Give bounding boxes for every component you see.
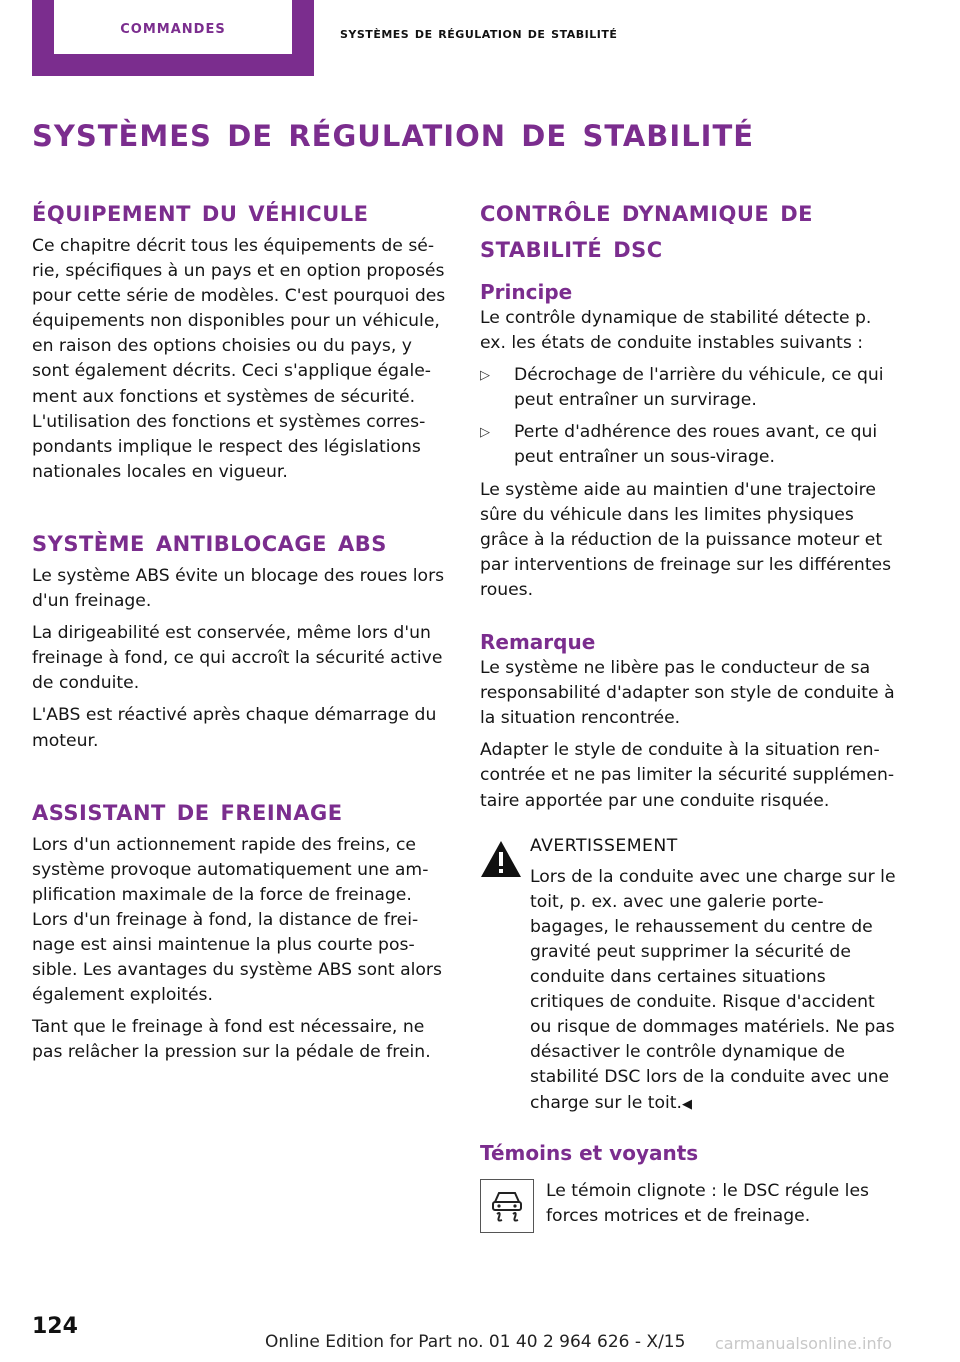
indicators-heading: Témoins et voyants — [480, 1140, 699, 1165]
abs-paragraph: L'ABS est réactivé après chaque démarrage du moteur. — [32, 705, 437, 751]
principle-outro: Le système aide au maintien d'une trajectoire sûre du véhicule dans les limites physiques grâce à la réduction de la puissance moteur et par interventions de freinage sur les différentes roues. — [480, 479, 892, 600]
list-item-text: Perte d'adhérence des roues avant, ce qui peut entraîner un sous-virage. — [514, 422, 878, 468]
vehicle-equipment-heading: équipement du véhicule — [32, 194, 369, 229]
dsc-heading: contrôle dynamique de stabilité dsc — [480, 194, 813, 265]
indicator-row — [480, 1179, 900, 1236]
page-title: systèmes de régulation de stabilité — [32, 108, 755, 156]
vehicle-equipment-paragraph: Ce chapitre décrit tous les équipements de série, spécifiques à un pays et en option proposés pour cette série de modèles. C'est pourquoi des équipements non disponibles pour un véhicule, en raison des options choisies ou du pays, y sont également décrits. Ceci s'applique également aux fonctions et systèmes de sécurité. L'utilisation des fonctions et systèmes correspondants implique le respect des législations nationales locales en vigueur. — [32, 236, 446, 482]
principle-section — [480, 278, 900, 603]
watermark: carmanualsonline.info — [715, 1334, 893, 1353]
brake-assist-paragraph: Lors d'un actionnement rapide des freins, ce système provoque automatiquement une amplification maximale de la force de freinage. Lors d'un freinage à fond, la distance de freinage est ainsi maintenue la plus courte possible. Les avantages du système ABS sont alors également exploités. — [32, 834, 442, 1006]
list-item-text: Décrochage de l'arrière du véhicule, ce qui peut entraîner un survirage. — [514, 365, 884, 411]
section-tab-inner — [54, 0, 292, 54]
bullet-arrow-icon: ▷ — [480, 368, 490, 384]
abs-heading: système antiblocage abs — [32, 523, 387, 559]
brake-assist-paragraph: Tant que le freinage à fond est nécessaire, ne pas relâcher la pression sur la pédale de frein. — [32, 1017, 431, 1063]
remark-heading: Remarque — [480, 630, 596, 655]
right-column — [480, 194, 900, 1236]
indicators-section — [480, 1139, 900, 1236]
page-number: 124 — [32, 1314, 78, 1339]
brake-assist-heading: assistant de freinage — [32, 792, 343, 828]
warning-box — [480, 834, 900, 1117]
principle-heading: Principe — [480, 280, 573, 304]
abs-paragraph: La dirigeabilité est conservée, même lors d'un freinage à fond, ce qui accroît la sécurité active de conduite. — [32, 623, 443, 694]
abs-section — [32, 524, 450, 754]
section-tab-label: commandes — [120, 16, 226, 38]
footer-edition: Online Edition for Part no. 01 40 2 964 626 - X/15 — [265, 1332, 686, 1352]
breadcrumb: systèmes de régulation de stabilité — [340, 24, 618, 42]
principle-intro: Le contrôle dynamique de stabilité détecte p. ex. les états de conduite instables suivants : — [480, 308, 872, 354]
list-item — [480, 420, 900, 470]
warning-body — [530, 834, 900, 1117]
warning-text: Lors de la conduite avec une charge sur le toit, p. ex. avec une galerie porte-bagages, le rehaussement du centre de gravité peut supprimer la sécurité de conduite dans certaines situations critiques de conduite. Risque d'accident ou risque de dommages matériels. Ne pas désactiver le contrôle dynamique de stabilité DSC lors de la conduite avec une charge sur le toit. — [530, 866, 896, 1113]
left-column — [32, 194, 450, 1072]
abs-paragraph: Le système ABS évite un blocage des roues lors d'un freinage. — [32, 565, 445, 612]
brake-assist-section — [32, 793, 450, 1066]
section-tab — [32, 0, 314, 76]
remark-section — [480, 628, 900, 814]
remark-paragraph: Adapter le style de conduite à la situation rencontrée et ne pas limiter la sécurité supplémentaire apportée par une conduite risquée. — [480, 740, 895, 811]
remark-paragraph: Le système ne libère pas le conducteur de sa responsabilité d'adapter son style de conduite à la situation rencontrée. — [480, 658, 895, 729]
indicator-text: Le témoin clignote : le DSC régule les forces motrices et de freinage. — [546, 1180, 869, 1226]
dsc-indicator-icon — [480, 1179, 534, 1233]
list-item — [480, 363, 900, 413]
bullet-arrow-icon: ▷ — [480, 425, 490, 441]
warning-title: AVERTISSEMENT — [530, 835, 678, 856]
end-mark-icon: ◀ — [682, 1096, 693, 1112]
warning-triangle-icon — [480, 840, 530, 1117]
vehicle-equipment-section — [32, 194, 450, 485]
